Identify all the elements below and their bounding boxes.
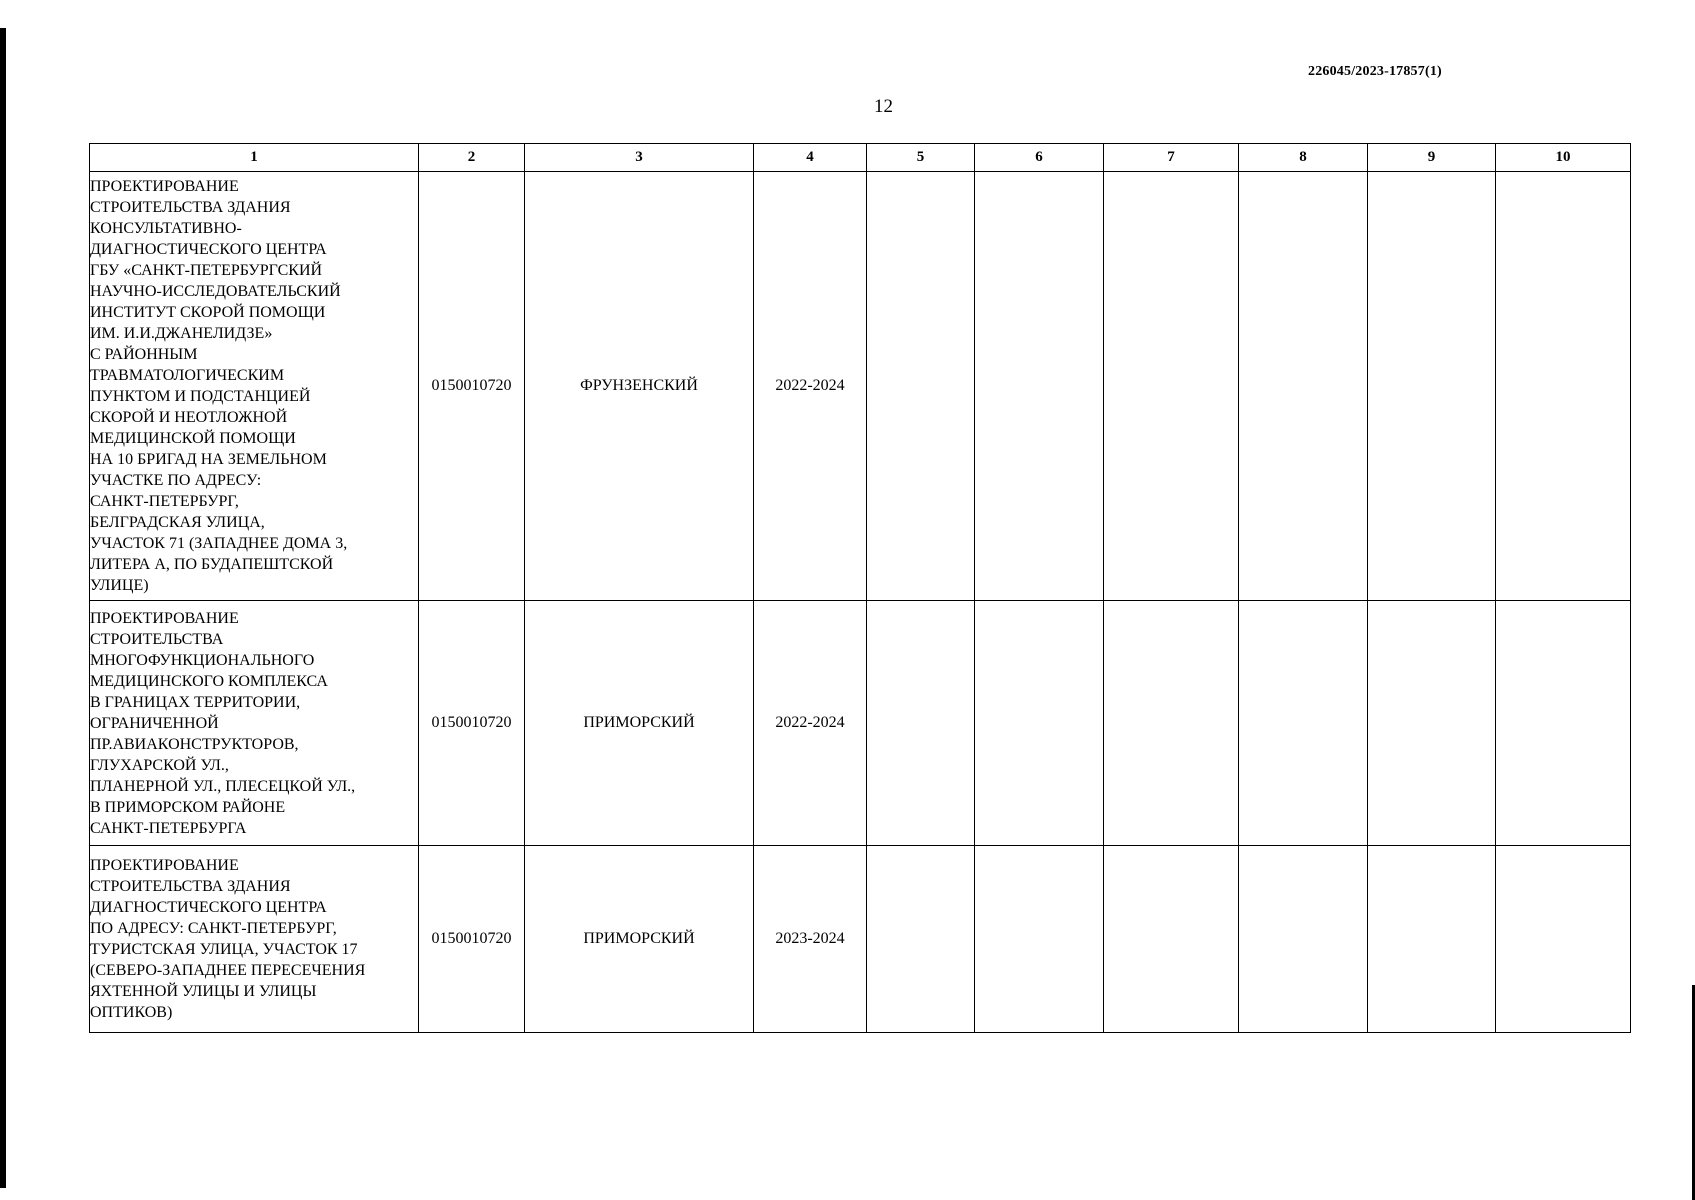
description-line: ТРАВМАТОЛОГИЧЕСКИМ xyxy=(90,367,285,384)
description-line: В ГРАНИЦАХ ТЕРРИТОРИИ, xyxy=(90,693,301,711)
description-line: МЕДИЦИНСКОЙ ПОМОЩИ xyxy=(90,430,296,447)
description-line: (СЕВЕРО-ЗАПАДНЕЕ ПЕРЕСЕЧЕНИЯ xyxy=(90,962,366,979)
column-header-4: 4 xyxy=(754,144,867,172)
empty-cell-8 xyxy=(1239,846,1368,1033)
empty-cell-8 xyxy=(1239,172,1368,601)
period-cell: 2022-2024 xyxy=(754,601,867,846)
description-line: СТРОИТЕЛЬСТВА xyxy=(90,630,224,648)
description-line: НА 10 БРИГАД НА ЗЕМЕЛЬНОМ xyxy=(90,451,327,468)
description-line: НАУЧНО-ИССЛЕДОВАТЕЛЬСКИЙ xyxy=(90,283,341,300)
column-header-9: 9 xyxy=(1368,144,1496,172)
district-cell: ПРИМОРСКИЙ xyxy=(525,601,754,846)
district-cell: ПРИМОРСКИЙ xyxy=(525,846,754,1033)
description-line: ПРОЕКТИРОВАНИЕ xyxy=(90,178,239,195)
description-line: ПР.АВИАКОНСТРУКТОРОВ, xyxy=(90,735,299,753)
column-header-6: 6 xyxy=(975,144,1104,172)
description-line: УЛИЦЕ) xyxy=(90,577,149,594)
document-registration-number: 226045/2023-17857(1) xyxy=(1308,64,1442,79)
column-header-2: 2 xyxy=(419,144,525,172)
description-line: ПРОЕКТИРОВАНИЕ xyxy=(90,857,239,874)
column-header-7: 7 xyxy=(1104,144,1239,172)
budget-code-cell: 0150010720 xyxy=(419,846,525,1033)
budget-code-cell: 0150010720 xyxy=(419,172,525,601)
description-line: БЕЛГРАДСКАЯ УЛИЦА, xyxy=(90,514,265,531)
empty-cell-7 xyxy=(1104,601,1239,846)
empty-cell-6 xyxy=(975,172,1104,601)
empty-cell-9 xyxy=(1368,172,1496,601)
empty-cell-7 xyxy=(1104,172,1239,601)
description-line: ИНСТИТУТ СКОРОЙ ПОМОЩИ xyxy=(90,304,326,321)
description-line: В ПРИМОРСКОМ РАЙОНЕ xyxy=(90,798,286,816)
description-line: ЛИТЕРА А, ПО БУДАПЕШТСКОЙ xyxy=(90,556,334,573)
empty-cell-7 xyxy=(1104,846,1239,1033)
budget-code-cell: 0150010720 xyxy=(419,601,525,846)
project-description-cell xyxy=(90,601,419,846)
column-header-10: 10 xyxy=(1496,144,1631,172)
description-line: ГБУ «САНКТ-ПЕТЕРБУРГСКИЙ xyxy=(90,262,323,279)
description-line: ОПТИКОВ) xyxy=(90,1004,173,1021)
empty-cell-10 xyxy=(1496,172,1631,601)
description-line: УЧАСТОК 71 (ЗАПАДНЕЕ ДОМА 3, xyxy=(90,535,348,552)
description-line: МЕДИЦИНСКОГО КОМПЛЕКСА xyxy=(90,672,328,690)
column-header-1: 1 xyxy=(90,144,419,172)
empty-cell-10 xyxy=(1496,846,1631,1033)
empty-cell-6 xyxy=(975,601,1104,846)
description-line: ДИАГНОСТИЧЕСКОГО ЦЕНТРА xyxy=(90,241,327,258)
table-header-row xyxy=(90,144,1631,172)
table-row xyxy=(90,846,1631,1033)
column-header-3: 3 xyxy=(525,144,754,172)
projects-table xyxy=(89,143,1631,1033)
description-line: СТРОИТЕЛЬСТВА ЗДАНИЯ xyxy=(90,878,291,895)
description-line: САНКТ-ПЕТЕРБУРГА xyxy=(90,819,247,837)
page-number: 12 xyxy=(874,96,893,117)
column-header-5: 5 xyxy=(867,144,975,172)
empty-cell-5 xyxy=(867,172,975,601)
empty-cell-10 xyxy=(1496,601,1631,846)
description-line: ПЛАНЕРНОЙ УЛ., ПЛЕСЕЦКОЙ УЛ., xyxy=(90,777,356,795)
table-row xyxy=(90,172,1631,601)
empty-cell-5 xyxy=(867,601,975,846)
empty-cell-8 xyxy=(1239,601,1368,846)
description-line: САНКТ-ПЕТЕРБУРГ, xyxy=(90,493,239,510)
table-row xyxy=(90,601,1631,846)
description-line: ГЛУХАРСКОЙ УЛ., xyxy=(90,756,229,774)
description-line: С РАЙОННЫМ xyxy=(90,346,198,363)
project-description-cell xyxy=(90,846,419,1033)
period-cell: 2023-2024 xyxy=(754,846,867,1033)
description-line: МНОГОФУНКЦИОНАЛЬНОГО xyxy=(90,651,315,669)
description-line: ИМ. И.И.ДЖАНЕЛИДЗЕ» xyxy=(90,325,273,342)
description-line: ЯХТЕННОЙ УЛИЦЫ И УЛИЦЫ xyxy=(90,983,317,1000)
description-line: ОГРАНИЧЕННОЙ xyxy=(90,714,219,732)
empty-cell-6 xyxy=(975,846,1104,1033)
description-line: УЧАСТКЕ ПО АДРЕСУ: xyxy=(90,472,262,489)
description-line: КОНСУЛЬТАТИВНО- xyxy=(90,220,242,237)
column-header-8: 8 xyxy=(1239,144,1368,172)
description-line: ПУНКТОМ И ПОДСТАНЦИЕЙ xyxy=(90,388,311,405)
empty-cell-9 xyxy=(1368,846,1496,1033)
period-cell: 2022-2024 xyxy=(754,172,867,601)
empty-cell-9 xyxy=(1368,601,1496,846)
description-line: ПО АДРЕСУ: САНКТ-ПЕТЕРБУРГ, xyxy=(90,920,337,937)
description-line: ТУРИСТСКАЯ УЛИЦА, УЧАСТОК 17 xyxy=(90,941,358,958)
description-line: СКОРОЙ И НЕОТЛОЖНОЙ xyxy=(90,409,288,426)
description-line: СТРОИТЕЛЬСТВА ЗДАНИЯ xyxy=(90,199,291,216)
scan-edge-left xyxy=(0,28,6,1188)
project-description-cell xyxy=(90,172,419,601)
district-cell: ФРУНЗЕНСКИЙ xyxy=(525,172,754,601)
description-line: ПРОЕКТИРОВАНИЕ xyxy=(90,609,239,627)
empty-cell-5 xyxy=(867,846,975,1033)
description-line: ДИАГНОСТИЧЕСКОГО ЦЕНТРА xyxy=(90,899,327,916)
